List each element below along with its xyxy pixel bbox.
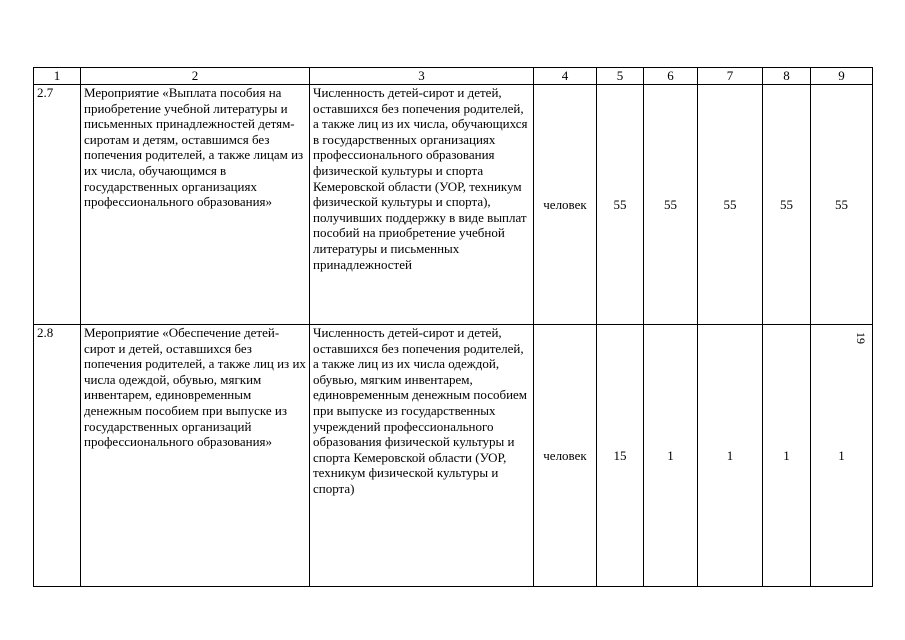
table-row xyxy=(34,85,873,325)
page-number: 19 xyxy=(854,332,868,344)
header-cell: 5 xyxy=(597,68,644,85)
event-description: Мероприятие «Обеспечение детей-сирот и детей, оставшихся без попечения родителей, а также лиц из их числа одеждой, обувью, мягким инвентарем, единовременным денежным пособием при выпуске из государственных организаций профессионального образования» xyxy=(81,325,310,587)
indicator-description: Численность детей-сирот и детей, оставшихся без попечения родителей, а также лиц из их числа одеждой, обувью, мягким инвентарем, единовременным денежным пособием при выпуске из государственных учреждений профессионального образования физической культуры и спорта Кемеровской области (УОР, техникум физической культуры и спорта) xyxy=(310,325,534,587)
value-cell: 1 xyxy=(811,325,873,587)
value-cell: 1 xyxy=(763,325,811,587)
value-cell: 55 xyxy=(811,85,873,325)
header-row xyxy=(34,68,873,85)
header-cell: 4 xyxy=(534,68,597,85)
value-cell: 15 xyxy=(597,325,644,587)
unit-cell: человек xyxy=(534,325,597,587)
program-table xyxy=(33,67,873,587)
header-cell: 9 xyxy=(811,68,873,85)
header-cell: 3 xyxy=(310,68,534,85)
value-cell: 55 xyxy=(763,85,811,325)
header-cell: 6 xyxy=(644,68,698,85)
value-cell: 1 xyxy=(698,325,763,587)
header-cell: 2 xyxy=(81,68,310,85)
value-cell: 1 xyxy=(644,325,698,587)
value-cell: 55 xyxy=(597,85,644,325)
row-number: 2.7 xyxy=(34,85,81,325)
table-row xyxy=(34,325,873,587)
row-number: 2.8 xyxy=(34,325,81,587)
unit-cell: человек xyxy=(534,85,597,325)
header-cell: 1 xyxy=(34,68,81,85)
event-description: Мероприятие «Выплата пособия на приобретение учебной литературы и письменных принадлежностей детям-сиротам и детям, оставшимся без попечения родителей, а также лицам из их числа, обучающимся в государственных организациях профессионального образования» xyxy=(81,85,310,325)
indicator-description: Численность детей-сирот и детей, оставшихся без попечения родителей, а также лиц из их числа, обучающихся в государственных организациях профессионального образования физической культуры и спорта Кемеровской области (УОР, техникум физической культуры и спорта), получивших поддержку в виде выплат пособий на приобретение учебной литературы и письменных принадлежностей xyxy=(310,85,534,325)
header-cell: 7 xyxy=(698,68,763,85)
value-cell: 55 xyxy=(644,85,698,325)
header-cell: 8 xyxy=(763,68,811,85)
value-cell: 55 xyxy=(698,85,763,325)
